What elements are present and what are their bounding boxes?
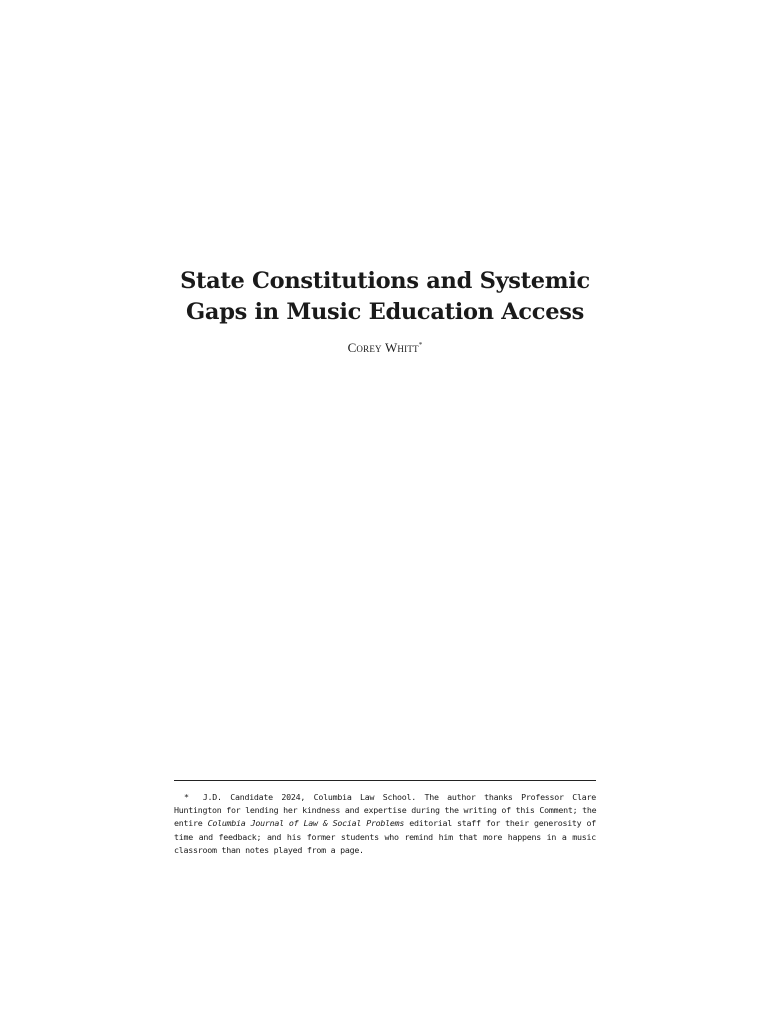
title-line-2: Gaps in Music Education Access (186, 299, 584, 325)
footnote-line: classroom than notes played from a page. (174, 844, 364, 855)
footnote-line-3-pre: entire (174, 818, 203, 829)
author-name: Corey Whitt (347, 340, 419, 355)
footnote-marker: * (184, 792, 189, 802)
footnote-divider (174, 780, 596, 781)
journal-name: Columbia Journal of Law & Social Problems (207, 818, 405, 829)
footnote (174, 791, 596, 857)
footnote-line: time and feedback; and his former students who remind him that more happens in a music (174, 831, 596, 842)
article-title (150, 266, 620, 328)
footnote-line: Huntington for lending her kindness and expertise during the writing of this Comment; the (174, 805, 597, 816)
title-line-1: State Constitutions and Systemic (180, 268, 590, 294)
footnote-line (174, 817, 596, 830)
footnote-line-1-text: J.D. Candidate 2024, Columbia Law School. The author thanks Professor Clare (202, 792, 596, 802)
author-byline (150, 340, 620, 356)
footnote-line (174, 791, 596, 804)
footnote-line-3-post: editorial staff for their generosity of (409, 818, 596, 829)
author-footnote-marker[interactable]: * (418, 341, 423, 349)
